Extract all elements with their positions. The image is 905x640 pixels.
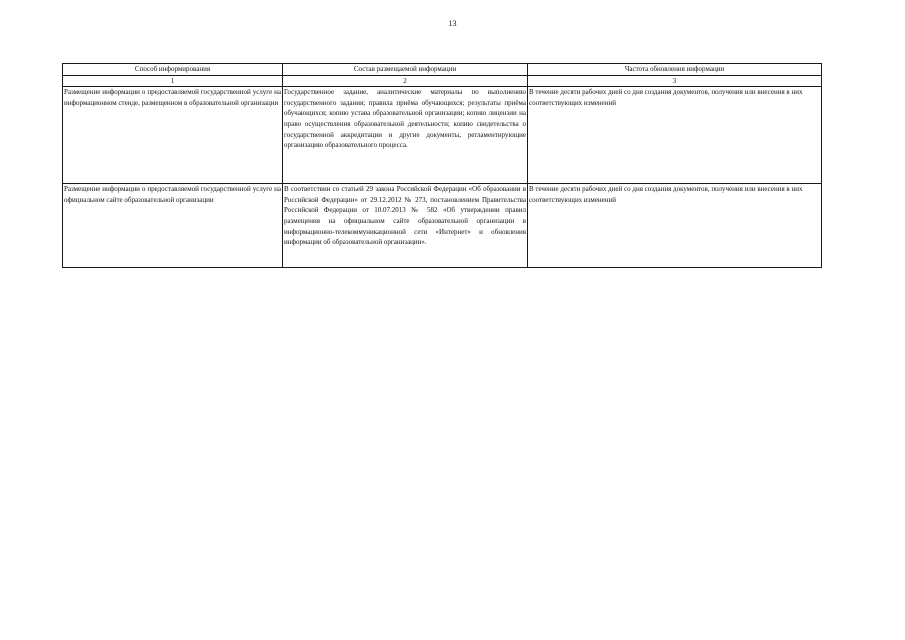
column-number-1: 1 bbox=[63, 75, 283, 87]
header-frequency: Частота обновления информации bbox=[528, 64, 822, 76]
table-header-row bbox=[63, 64, 822, 76]
table-row bbox=[63, 87, 822, 184]
row-content-cell: Государственное задание, аналитические материалы по выполнению государственного задания; правила приёма обучающихся; результаты приёма обучающихся; копию устава образовательной организации; копию лицензии на право осуществления образовательной деятельности; копию свидетельства о государственной аккредитации и другие документы, регламентирующие организацию образовательного процесса. bbox=[283, 87, 528, 184]
information-table bbox=[62, 63, 822, 268]
row-method-cell: Размещение информации о предоставляемой государственной услуге на официальном сайте образовательной организации bbox=[63, 184, 283, 268]
row-content-cell: В соответствии со статьей 29 закона Российской Федерации «Об образовании в Российской Федерации» от 29.12.2012 № 273, постановлением Правительства Российской Федерации от 10.07.2013 № 582 «Об утверждении правил размещения на официальном сайте образовательной организации в информационно-телекоммуникационной сети «Интернет» и обновления информации об образовательной организации». bbox=[283, 184, 528, 268]
row-frequency-cell: В течение десяти рабочих дней со дня создания документов, получения или внесения в них соответствующих изменений bbox=[528, 184, 822, 268]
row-method-cell: Размещение информации о предоставляемой государственной услуге на информационном стенде, размещенном в образовательной организации bbox=[63, 87, 283, 184]
row-frequency-cell: В течение десяти рабочих дней со дня создания документов, получения или внесения в них соответствующих изменений bbox=[528, 87, 822, 184]
column-number-3: 3 bbox=[528, 75, 822, 87]
column-number-2: 2 bbox=[283, 75, 528, 87]
header-method: Способ информирования bbox=[63, 64, 283, 76]
page-number: 13 bbox=[448, 19, 457, 28]
header-content: Состав размещаемой информации bbox=[283, 64, 528, 76]
table-row bbox=[63, 184, 822, 268]
column-number-row bbox=[63, 75, 822, 87]
